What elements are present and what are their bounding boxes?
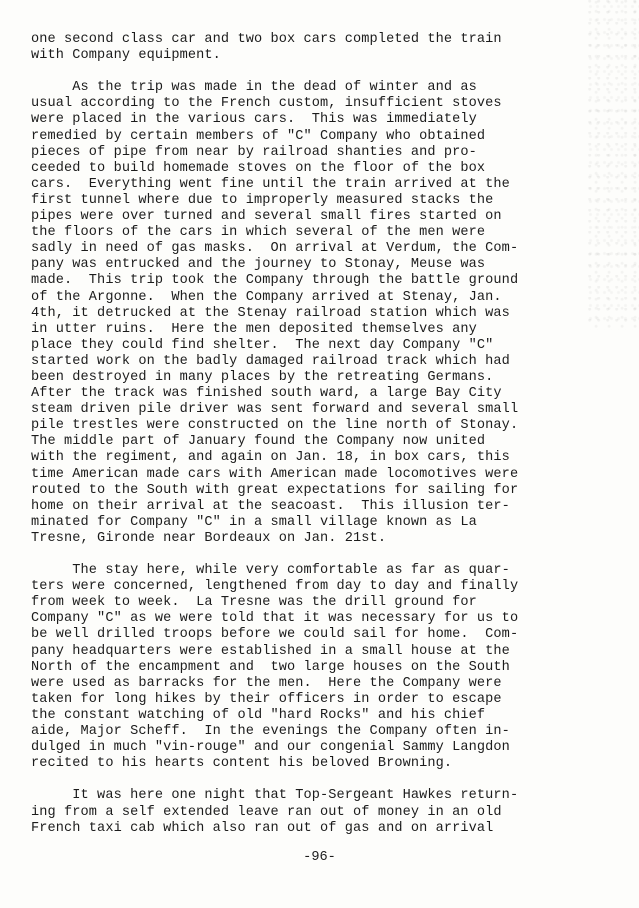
text-line: with the regiment, and again on Jan. 18, in box cars, this — [31, 450, 510, 466]
text-line: pany was entrucked and the journey to Stonay, Meuse was — [31, 257, 486, 273]
text-line: the constant watching of old "hard Rocks" and his chief — [31, 707, 486, 723]
text-line: pipes were over turned and several small fires started on — [31, 209, 502, 225]
document-body — [31, 32, 611, 837]
text-line: in utter ruins. Here the men deposited themselves any — [31, 321, 477, 337]
text-line: from week to week. La Tresne was the drill ground for — [31, 595, 477, 611]
text-line: steam driven pile driver was sent forward and several small — [31, 402, 519, 418]
text-line: started work on the badly damaged railroad track which had — [31, 353, 510, 369]
text-line: Tresne, Gironde near Bordeaux on Jan. 21st. — [31, 530, 387, 546]
text-line: first tunnel where due to improperly measured stacks the — [31, 192, 494, 208]
paragraph — [31, 80, 611, 547]
text-line: minated for Company "C" in a small village known as La — [31, 514, 477, 530]
paragraph — [31, 563, 611, 772]
text-line: the floors of the cars in which several of the men were — [31, 225, 486, 241]
paragraph-gap — [31, 64, 611, 80]
page-number: -96- — [303, 850, 336, 865]
text-line: sadly in need of gas masks. On arrival at Verdum, the Com- — [31, 241, 519, 257]
text-line: be well drilled troops before we could sail for home. Com- — [31, 627, 519, 643]
text-line: usual according to the French custom, insufficient stoves — [31, 96, 502, 112]
text-line: time American made cars with American made locomotives were — [31, 466, 519, 482]
text-line: The middle part of January found the Company now united — [31, 434, 486, 450]
text-line: 4th, it detrucked at the Stenay railroad station which was — [31, 305, 510, 321]
paragraph-gap — [31, 547, 611, 563]
text-line: recited to his hearts content his beloved Browning. — [31, 756, 453, 772]
text-line: ceeded to build homemade stoves on the floor of the box — [31, 160, 486, 176]
paragraph-gap — [31, 772, 611, 788]
text-line: of the Argonne. When the Company arrived at Stenay, Jan. — [31, 289, 502, 305]
text-line: French taxi cab which also ran out of gas and on arrival — [31, 820, 494, 836]
text-line: North of the encampment and two large houses on the South — [31, 659, 510, 675]
text-line: aide, Major Scheff. In the evenings the Company often in- — [31, 724, 510, 740]
text-line: It was here one night that Top-Sergeant Hawkes return- — [31, 788, 519, 804]
text-line: ters were concerned, lengthened from day to day and finally — [31, 579, 519, 595]
text-line: made. This trip took the Company through the battle ground — [31, 273, 519, 289]
text-line: were placed in the various cars. This was immediately — [31, 112, 477, 128]
text-line: one second class car and two box cars completed the train — [31, 32, 502, 47]
paragraph — [31, 32, 611, 64]
text-line: home on their arrival at the seacoast. This illusion ter- — [31, 498, 510, 514]
text-line: routed to the South with great expectations for sailing for — [31, 482, 519, 498]
paragraph — [31, 788, 611, 836]
text-line: pany headquarters were established in a small house at the — [31, 643, 510, 659]
text-line: Company "C" as we were told that it was necessary for us to — [31, 611, 519, 627]
text-line: pieces of pipe from near by railroad shanties and pro- — [31, 144, 477, 160]
text-line: place they could find shelter. The next day Company "C" — [31, 337, 494, 353]
text-line: taken for long hikes by their officers in order to escape — [31, 691, 502, 707]
text-line: pile trestles were constructed on the line north of Stonay. — [31, 418, 519, 434]
text-line: were used as barracks for the men. Here the Company were — [31, 675, 502, 691]
text-line: After the track was finished south ward, a large Bay City — [31, 386, 502, 402]
text-line: As the trip was made in the dead of winter and as — [31, 80, 477, 96]
text-line: cars. Everything went fine until the train arrived at the — [31, 176, 510, 192]
text-line: ing from a self extended leave ran out of money in an old — [31, 804, 502, 820]
text-line: The stay here, while very comfortable as far as quar- — [31, 563, 510, 579]
text-line: with Company equipment. — [31, 48, 221, 64]
text-line: dulged in much "vin-rouge" and our congenial Sammy Langdon — [31, 740, 510, 756]
text-line: been destroyed in many places by the retreating Germans. — [31, 369, 494, 385]
text-line: remedied by certain members of "C" Company who obtained — [31, 128, 486, 144]
